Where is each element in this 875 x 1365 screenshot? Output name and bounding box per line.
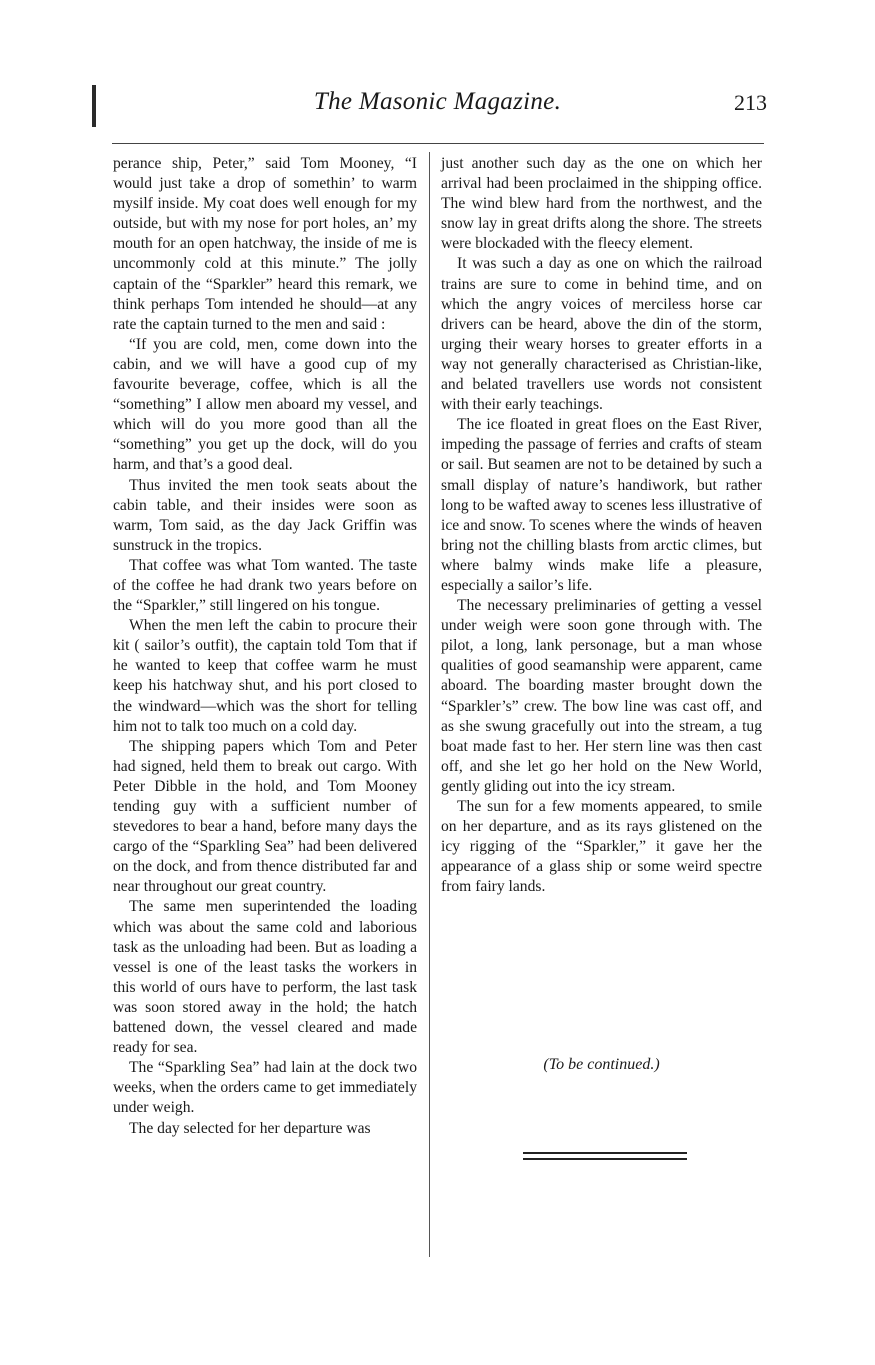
paragraph: The same men superintended the loading which was about the same cold and laborious task as the unloading had been. But as loading a vessel is one of the least tasks the workers in this world of ours have to perform, the last task was soon stored away in the hold; the hatch battened down, the vessel cleared and made ready for sea. <box>113 898 417 1057</box>
paragraph: The necessary preliminaries of getting a vessel under weigh were soon gone through with. The pilot, a long, lank personage, but a man whose qualities of good seamanship were apparent, came aboard. The boarding master brought down the “Sparkler’s” crew. The bow line was cast off, and as she swung gracefully out into the stream, a tug boat made fast to her. Her stern line was then cast off, and she let go her hold on the New World, gently gliding out into the icy stream. <box>441 597 762 795</box>
header-rule <box>112 143 764 144</box>
paragraph: It was such a day as one on which the railroad trains are sure to come in behind time, and on which the angry voices of merciless horse car drivers can be heard, above the din of the storm, urging their weary horses to greater efforts in a way not generally characterised as Christian-like, and belated travellers use words not consistent with their early teachings. <box>441 255 762 414</box>
paragraph: “If you are cold, men, come down into the cabin, and we will have a good cup of my favourite beverage, coffee, which is all the “something” I allow men aboard my vessel, and which will do you more good than all the “something” you get up the dock, will do you harm, and that’s a good deal. <box>113 335 417 474</box>
end-rule <box>523 1158 687 1160</box>
running-title: The Masonic Magazine. <box>313 88 562 115</box>
page-number: 213 <box>734 90 767 115</box>
page-header <box>0 88 875 124</box>
left-column <box>113 154 417 1139</box>
column-divider <box>429 152 430 1257</box>
end-rule <box>523 1152 687 1154</box>
continued-note: (To be continued.) <box>543 1056 660 1073</box>
paragraph: The ice floated in great floes on the East River, impeding the passage of ferries and crafts of steam or sail. But seamen are not to be detained by such a small display of nature’s handiwork, but rather long to be wafted away to scenes less illustrative of ice and snow. To scenes where the winds of heaven bring not the chilling blasts from arctic climes, but where balmy winds make life a pleasure, especially a sailor’s life. <box>441 416 762 594</box>
paragraph: Thus invited the men took seats about the cabin table, and their insides were soon as warm, Tom said, as the day Jack Griffin was sunstruck in the tropics. <box>113 476 417 554</box>
paragraph: perance ship, Peter,” said Tom Mooney, “I would just take a drop of somethin’ to warm mysilf inside. My coat does well enough for my outside, but with my nose for port holes, an’ my mouth for an open hatchway, the inside of me is uncommonly cold at this minute.” The jolly captain of the “Sparkler” heard this remark, we think perhaps Tom intended he should—at any rate the captain turned to the men and said : <box>113 155 417 333</box>
paragraph: The day selected for her departure was <box>129 1119 371 1137</box>
right-column <box>441 154 762 897</box>
paragraph: The sun for a few moments appeared, to smile on her departure, and as its rays glistened on the icy rigging of the “Sparkler,” it gave her the appearance of a glass ship or some weird spectre from fairy lands. <box>441 798 762 896</box>
paragraph: just another such day as the one on which her arrival had been proclaimed in the shipping office. The wind blew hard from the northwest, and the snow lay in great drifts along the shore. The streets were blockaded with the fleecy element. <box>441 155 762 253</box>
paragraph: The shipping papers which Tom and Peter had signed, held them to break out cargo. With Peter Dibble in the hold, and Tom Mooney tending guy with a sufficient number of stevedores to bear a hand, before many days the cargo of the “Sparkling Sea” had been delivered on the dock, and from thence distributed far and near throughout our great country. <box>113 737 417 896</box>
paragraph: When the men left the cabin to procure their kit ( sailor’s outfit), the captain told Tom that if he wanted to keep that coffee warm he must keep his hatchway shut, and his port closed to the windward—which was the short for telling him not to talk too much on a cold day. <box>113 617 417 735</box>
paragraph: The “Sparkling Sea” had lain at the dock two weeks, when the orders came to get immediately under weigh. <box>113 1059 417 1117</box>
paragraph: That coffee was what Tom wanted. The taste of the coffee he had drank two years before on the “Sparkler,” still lingered on his tongue. <box>113 556 417 615</box>
